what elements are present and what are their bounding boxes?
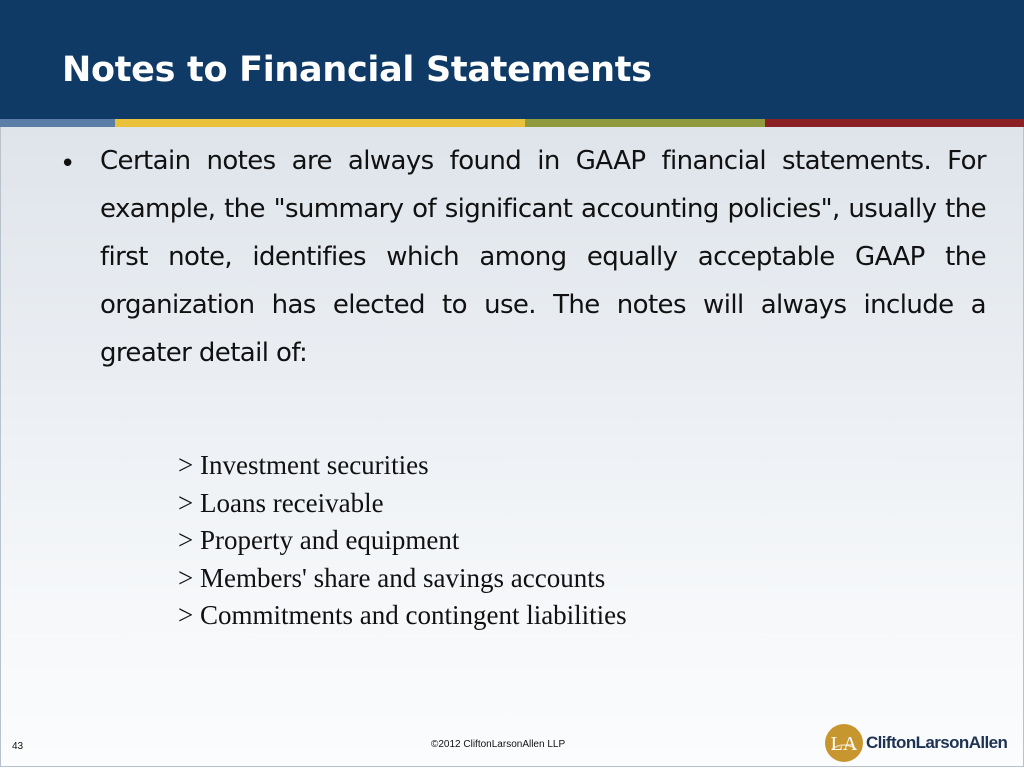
copyright-notice: ©2012 CliftonLarsonAllen LLP — [431, 739, 566, 750]
accent-stripe-blue — [0, 119, 115, 127]
list-item: > Loans receivable — [178, 487, 384, 518]
company-logo — [824, 723, 1024, 763]
logo-mark-letters: LA — [830, 733, 858, 755]
notes-detail-list — [178, 447, 627, 635]
title-bar — [0, 0, 1024, 119]
list-item: > Members' share and savings accounts — [178, 562, 606, 593]
accent-stripe-maroon — [765, 119, 1024, 127]
logo-mark-icon — [824, 723, 864, 763]
bullet-marker: • — [60, 149, 76, 179]
slide-title: Notes to Financial Statements — [62, 50, 652, 90]
accent-stripe-olive — [525, 119, 765, 127]
bullet-paragraph: Certain notes are always found in GAAP financial statements. For example, the "summary of significant accounting policies", usually the first note, identifies which among equally acceptable GAAP the organization has elected to use. The notes will always include a greater detail of: — [100, 146, 986, 368]
accent-stripe-gold — [115, 119, 525, 127]
list-item: > Property and equipment — [178, 525, 460, 555]
list-item: > Investment securities — [178, 450, 429, 480]
logo-wordmark: CliftonLarsonAllen — [866, 733, 1008, 752]
page-number: 43 — [12, 741, 24, 752]
list-item: > Commitments and contingent liabilities — [178, 600, 627, 630]
accent-stripe — [0, 119, 1024, 127]
